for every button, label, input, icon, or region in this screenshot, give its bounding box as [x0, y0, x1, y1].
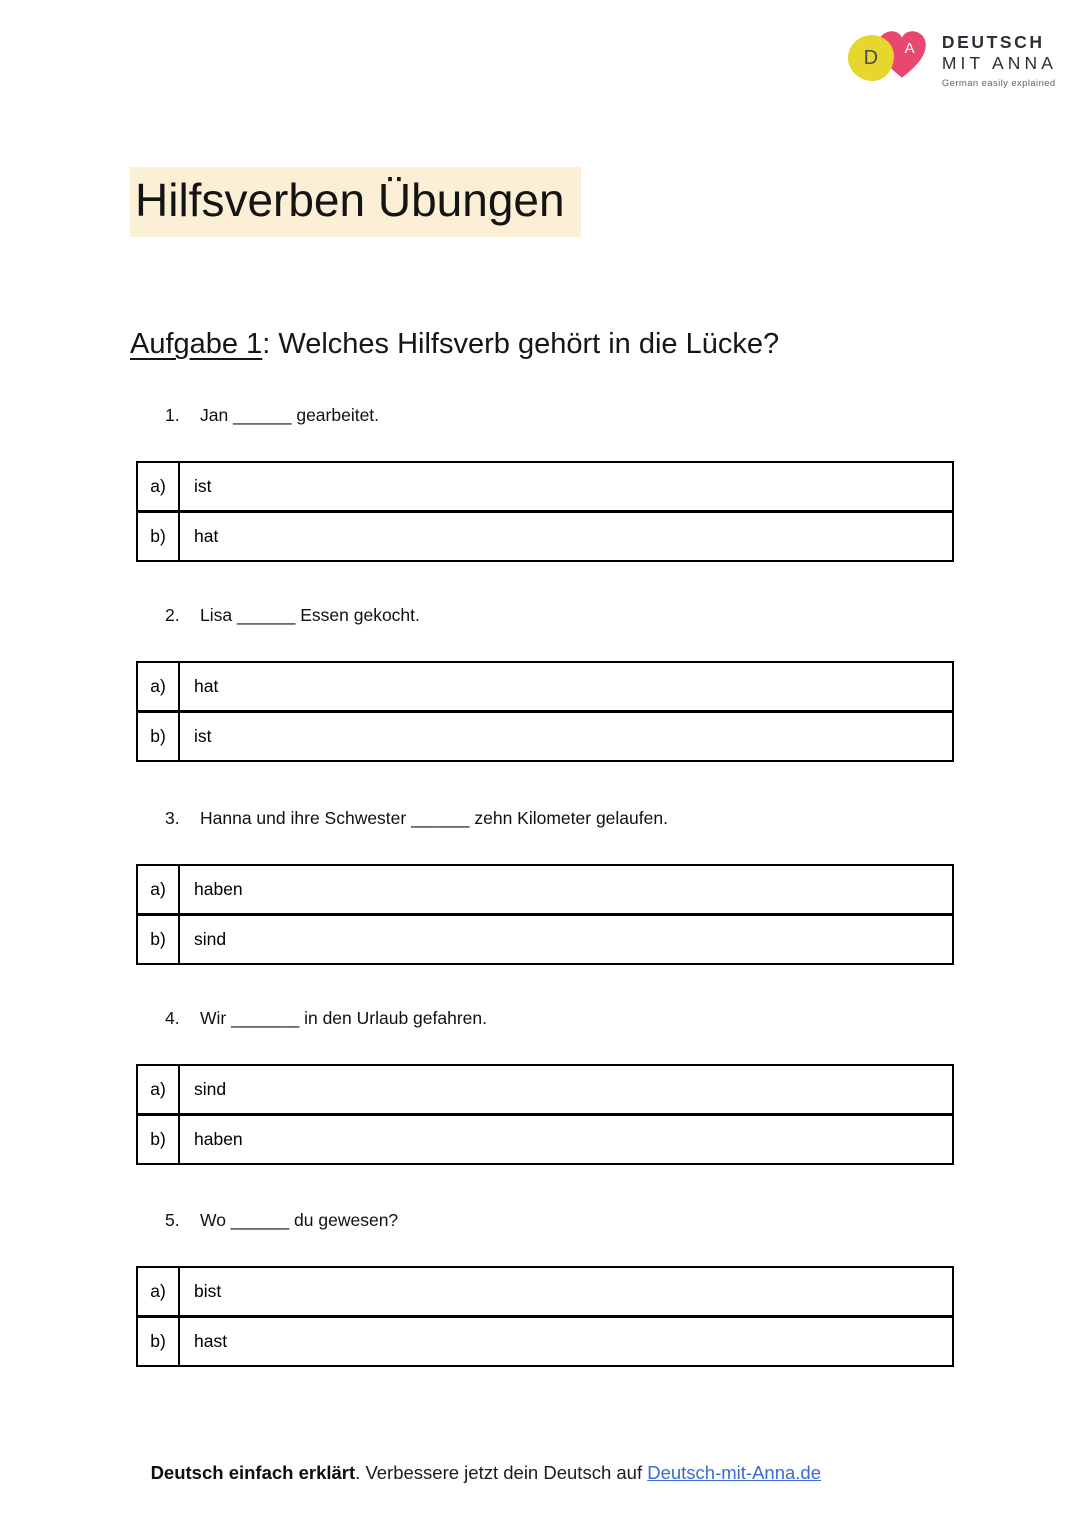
logo-letter-d: D [863, 46, 879, 69]
option-key-a: a) [138, 463, 180, 510]
option-row-b [138, 1315, 952, 1365]
option-key-b: b) [138, 916, 180, 963]
option-key-b: b) [138, 713, 180, 760]
footer-text: . Verbessere jetzt dein Deutsch auf [355, 1462, 648, 1483]
question-text: Jan ______ gearbeitet. [200, 405, 380, 425]
question-block [130, 404, 954, 562]
footer [130, 1440, 821, 1506]
logo-text [942, 26, 1057, 89]
option-value-b: ist [194, 725, 212, 746]
option-row-a [138, 866, 952, 913]
option-key-a: a) [138, 1066, 180, 1113]
question-block [130, 1209, 954, 1367]
option-key-a: a) [138, 1268, 180, 1315]
option-value-b: sind [194, 928, 227, 949]
question-text: Wo ______ du gewesen? [200, 1210, 399, 1230]
brand-logo [848, 26, 1057, 92]
task-heading [130, 328, 779, 361]
question-number: 5. [165, 1210, 180, 1230]
logo-line2: MIT ANNA [941, 53, 1057, 74]
question-text: Hanna und ihre Schwester ______ zehn Kilometer gelaufen. [200, 808, 668, 828]
option-key-b: b) [138, 1116, 180, 1163]
question-line [130, 1209, 954, 1232]
logo-mark [848, 26, 932, 92]
option-value-b: haben [194, 1128, 243, 1149]
question-number: 4. [165, 1008, 180, 1028]
option-value-b: hast [194, 1330, 228, 1351]
option-row-a [138, 1268, 952, 1315]
option-key-a: a) [138, 866, 180, 913]
option-value-a: haben [194, 878, 243, 899]
question-text: Wir _______ in den Urlaub gefahren. [200, 1008, 487, 1028]
options-table [136, 461, 954, 562]
option-row-b [138, 913, 952, 963]
question-number: 2. [165, 605, 180, 625]
task-question: : Welches Hilfsverb gehört in die Lücke? [262, 328, 780, 360]
option-row-a [138, 663, 952, 710]
question-line [130, 404, 954, 427]
option-row-b [138, 1113, 952, 1163]
option-row-a [138, 1066, 952, 1113]
task-label: Aufgabe 1 [130, 328, 263, 360]
option-row-a [138, 463, 952, 510]
logo-line1: DEUTSCH [941, 32, 1045, 52]
option-value-a: ist [194, 475, 212, 496]
option-value-a: hat [194, 675, 219, 696]
logo-d-badge [848, 35, 894, 81]
logo-letter-a: A [904, 39, 915, 57]
question-block [130, 1007, 954, 1165]
question-line [130, 1007, 954, 1030]
logo-tagline: German easily explained [941, 77, 1056, 89]
option-value-b: hat [194, 525, 219, 546]
option-key-b: b) [138, 513, 180, 560]
options-table [136, 864, 954, 965]
option-key-a: a) [138, 663, 180, 710]
option-value-a: sind [194, 1078, 227, 1099]
question-number: 3. [165, 808, 180, 828]
question-text: Lisa ______ Essen gekocht. [200, 605, 420, 625]
option-row-b [138, 510, 952, 560]
page-title: Hilfsverben Übungen [130, 167, 581, 237]
question-line [130, 807, 954, 830]
options-table [136, 1266, 954, 1367]
question-block [130, 604, 954, 762]
option-key-b: b) [138, 1318, 180, 1365]
option-value-a: bist [194, 1280, 222, 1301]
question-number: 1. [165, 405, 180, 425]
question-block [130, 807, 954, 965]
footer-bold-text: Deutsch einfach erklärt [150, 1462, 356, 1483]
question-line [130, 604, 954, 627]
options-table [136, 661, 954, 762]
options-table [136, 1064, 954, 1165]
footer-link[interactable]: Deutsch-mit-Anna.de [647, 1462, 822, 1483]
option-row-b [138, 710, 952, 760]
